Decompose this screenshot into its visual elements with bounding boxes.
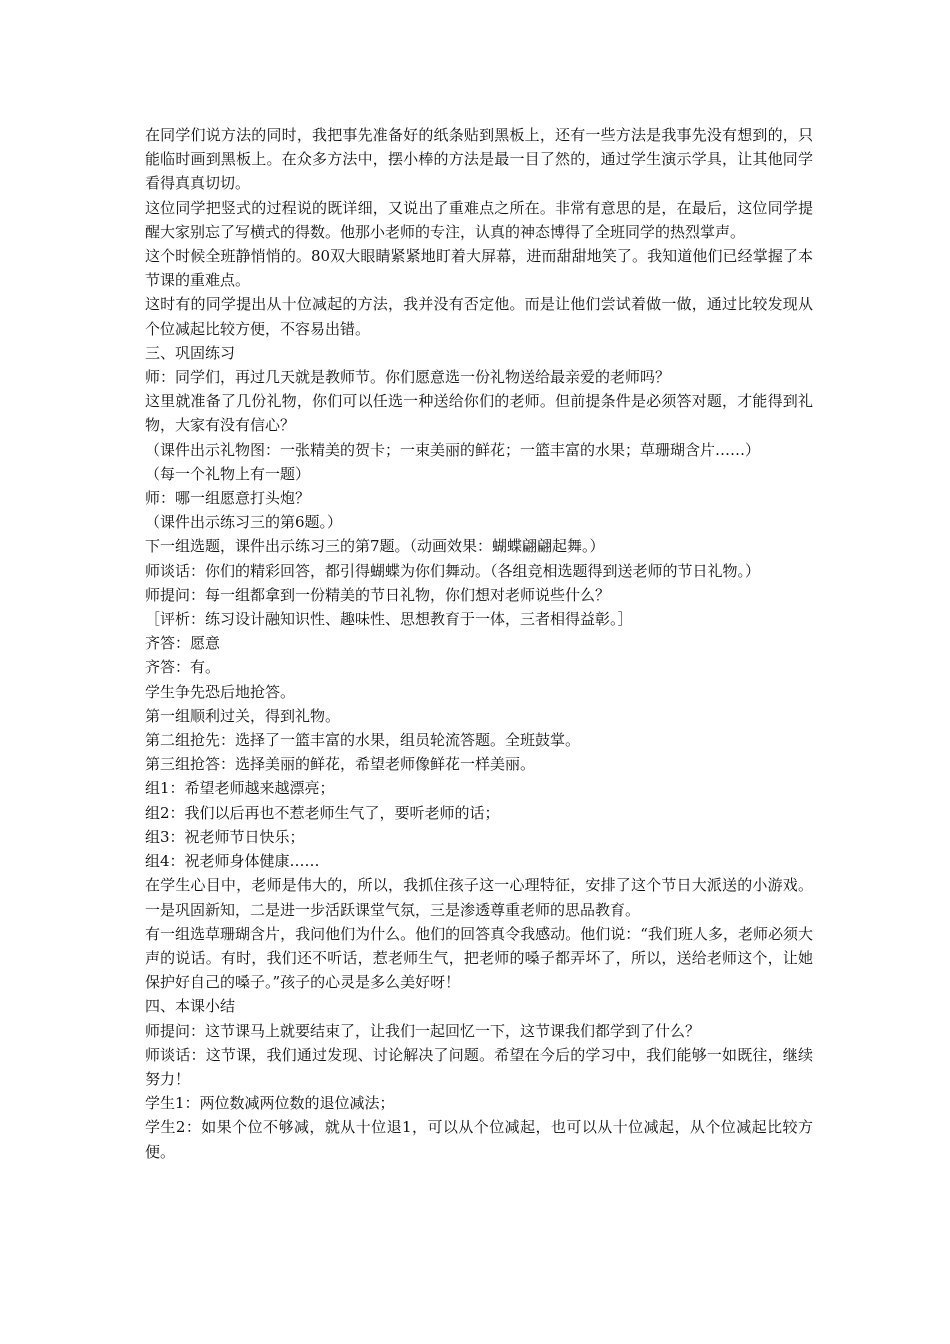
paragraph: 学生2：如果个位不够减，就从十位退1，可以从个位减起，也可以从十位减起，从个位减起比较方便。 — [145, 1118, 813, 1161]
paragraph: 这个时候全班静悄悄的。80双大眼睛紧紧地盯着大屏幕，进而甜甜地笑了。我知道他们已经掌握了本节课的重难点。 — [145, 247, 813, 290]
paragraph: 在学生心目中，老师是伟大的，所以，我抓住孩子这一心理特征，安排了这个节日大派送的小游戏。一是巩固新知，二是进一步活跃课堂气氛，三是渗透尊重老师的思品教育。 — [145, 876, 813, 919]
section-heading: 三、巩固练习 — [145, 343, 236, 362]
paragraph: 师谈话：你们的精彩回答，都引得蝴蝶为你们舞动。（各组竞相选题得到送老师的节日礼物。） — [145, 561, 761, 580]
paragraph: 这时有的同学提出从十位减起的方法，我并没有否定他。而是让他们尝试着做一做，通过比较发现从个位减起比较方便，不容易出错。 — [145, 295, 813, 338]
paragraph: 组2：我们以后再也不惹老师生气了，要听老师的话； — [145, 803, 500, 822]
paragraph: 齐答：愿意 — [145, 634, 221, 653]
paragraph: （课件出示礼物图：一张精美的贺卡；一束美丽的鲜花；一篮丰富的水果；草珊瑚含片……） — [145, 440, 761, 459]
paragraph: 学生争先恐后地抢答。 — [145, 682, 296, 701]
paragraph: 组1：希望老师越来越漂亮； — [145, 779, 335, 798]
paragraph: ［评析：练习设计融知识性、趣味性、思想教育于一体，三者相得益彰。］ — [145, 610, 633, 629]
paragraph: 师：同学们，再过几天就是教师节。你们愿意选一份礼物送给最亲爱的老师吗？ — [145, 368, 671, 387]
paragraph: 师：哪一组愿意打头炮？ — [145, 489, 311, 508]
paragraph: 第二组抢先：选择了一篮丰富的水果，组员轮流答题。全班鼓掌。 — [145, 731, 581, 750]
paragraph: 师提问：这节课马上就要结束了，让我们一起回忆一下，这节课我们都学到了什么？ — [145, 1021, 701, 1040]
paragraph: 组4：祝老师身体健康…… — [145, 852, 320, 871]
paragraph: 师谈话：这节课，我们通过发现、讨论解决了问题。希望在今后的学习中，我们能够一如既往，继续努力！ — [145, 1045, 813, 1088]
paragraph: 有一组选草珊瑚含片，我问他们为什么。他们的回答真令我感动。他们说：“我们班人多，老师必须大声的说话。有时，我们还不听话，惹老师生气，把老师的嗓子都弄坏了，所以，送给老师这个，让她保护好自己的嗓子。”孩子的心灵是多么美好呀！ — [145, 924, 813, 992]
paragraph: 在同学们说方法的同时，我把事先准备好的纸条贴到黑板上，还有一些方法是我事先没有想到的，只能临时画到黑板上。在众多方法中，摆小棒的方法是最一目了然的，通过学生演示学具，让其他同学看得真真切切。 — [145, 126, 813, 193]
paragraph: 齐答：有。 — [145, 658, 221, 677]
paragraph: 第一组顺利过关，得到礼物。 — [145, 706, 341, 725]
paragraph: 师提问：每一组都拿到一份精美的节日礼物，你们想对老师说些什么？ — [145, 585, 611, 604]
paragraph: 组3：祝老师节日快乐； — [145, 827, 305, 846]
paragraph: 下一组选题，课件出示练习三的第7题。（动画效果：蝴蝶翩翩起舞。） — [145, 537, 605, 556]
paragraph: （每一个礼物上有一题） — [145, 464, 311, 483]
paragraph: （课件出示练习三的第6题。） — [145, 513, 343, 532]
paragraph: 这位同学把竖式的过程说的既详细，又说出了重难点之所在。非常有意思的是，在最后，这位同学提醒大家别忘了写横式的得数。他那小老师的专注，认真的神态博得了全班同学的热烈掌声。 — [145, 198, 813, 241]
document-body — [145, 123, 813, 1164]
section-heading: 四、本课小结 — [145, 997, 236, 1016]
paragraph: 这里就准备了几份礼物，你们可以任选一种送给你们的老师。但前提条件是必须答对题，才能得到礼物，大家有没有信心？ — [145, 392, 813, 435]
paragraph: 学生1：两位数减两位数的退位减法； — [145, 1094, 395, 1113]
paragraph: 第三组抢答：选择美丽的鲜花，希望老师像鲜花一样美丽。 — [145, 755, 536, 774]
